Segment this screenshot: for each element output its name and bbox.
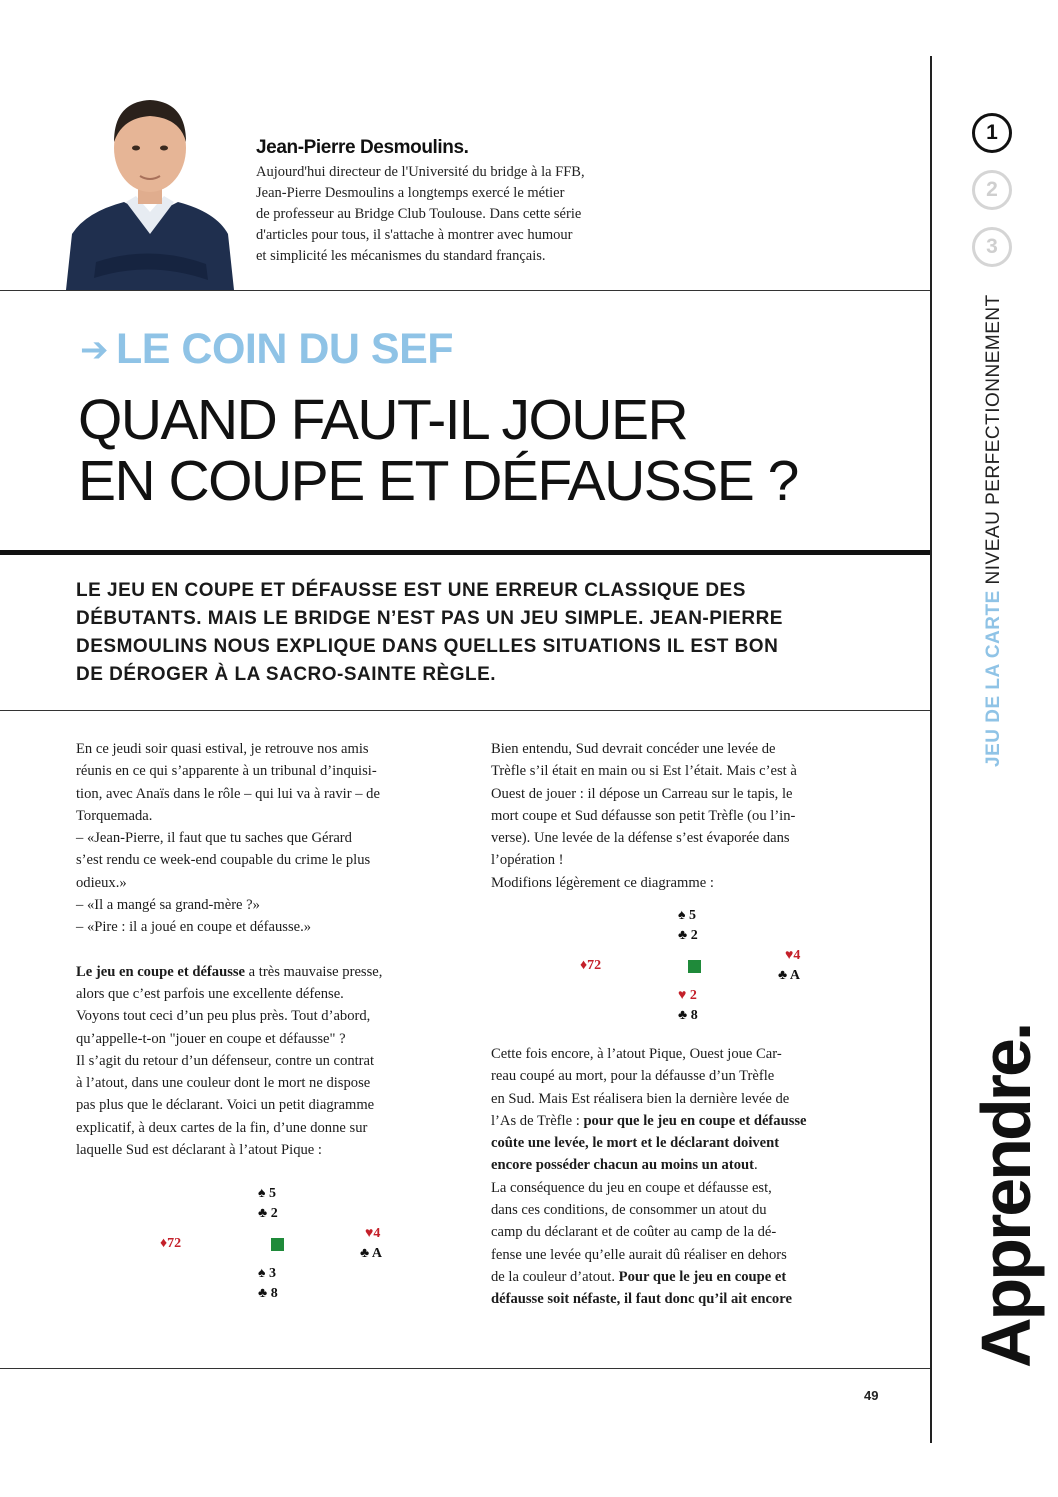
level-name: NIVEAU PERFECTIONNEMENT xyxy=(983,294,1004,591)
body-line: explicatif, à deux cartes de la fin, d’une donne sur xyxy=(76,1119,368,1136)
south-spade: ♠ 3 xyxy=(258,1266,276,1281)
table-marker xyxy=(688,960,701,973)
south-heart: ♥ 2 xyxy=(678,988,697,1003)
north-spade: ♠ 5 xyxy=(678,908,696,923)
body-line: qu’appelle-t-on "jouer en coupe et défausse" ? xyxy=(76,1030,346,1047)
body-line: La conséquence du jeu en coupe et défausse est, xyxy=(491,1179,772,1196)
level-1-badge: 1 xyxy=(972,113,1012,153)
body-line: de la couleur d’atout. Pour que le jeu en coupe et xyxy=(491,1268,787,1285)
level-3-badge: 3 xyxy=(972,227,1012,267)
body-line: l’As de Trèfle : pour que le jeu en coupe et défausse xyxy=(491,1112,807,1129)
east-club: ♣ A xyxy=(360,1246,383,1261)
body-line: Torquemada. xyxy=(76,807,153,824)
article-standfirst xyxy=(76,577,856,689)
standfirst-line: DESMOULINS NOUS EXPLIQUE DANS QUELLES SITUATIONS IL EST BON xyxy=(76,636,779,657)
body-line: odieux.» xyxy=(76,874,127,891)
body-line: Trèfle s’il était en main ou si Est l’était. Mais c’est à xyxy=(491,763,797,780)
body-line: fense une levée qu’elle aurait dû réaliser en dehors xyxy=(491,1246,787,1263)
body-line: Voyons tout ceci d’un peu plus près. Tout d’abord, xyxy=(76,1008,371,1025)
divider-thick xyxy=(0,550,931,555)
divider-top xyxy=(0,290,931,291)
category-label xyxy=(983,294,1005,767)
dialogue-line: – «Il a mangé sa grand-mère ?» xyxy=(76,897,260,914)
arrow-right-icon: ➔ xyxy=(80,330,108,369)
body-line: pas plus que le déclarant. Voici un petit diagramme xyxy=(76,1097,375,1114)
body-line: réunis en ce qui s’apparente à un tribunal d’inquisi- xyxy=(76,763,377,780)
dialogue-line: – «Pire : il a joué en coupe et défausse.» xyxy=(76,919,312,936)
body-line: défausse soit néfaste, il faut donc qu’il ait encore xyxy=(491,1291,792,1308)
card-diagram-2 xyxy=(570,908,830,1028)
section-kicker xyxy=(80,325,453,374)
body-line: en Sud. Mais Est réalisera bien la dernière levée de xyxy=(491,1090,790,1107)
body-line: verse). Une levée de la défense s’est évaporée dans xyxy=(491,830,790,847)
author-photo xyxy=(66,84,234,290)
body-line: alors que c’est parfois une excellente défense. xyxy=(76,985,344,1002)
body-line: encore posséder chacun au moins un atout. xyxy=(491,1157,758,1174)
body-line: dans ces conditions, de consommer un atout du xyxy=(491,1202,767,1219)
title-line: EN COUPE ET DÉFAUSSE ? xyxy=(78,449,798,513)
bold-term: Le jeu en coupe et défausse xyxy=(76,963,246,980)
north-club: ♣ 2 xyxy=(678,928,698,943)
body-column-left xyxy=(76,738,468,1161)
body-line: Modifions légèrement ce diagramme : xyxy=(491,874,714,891)
dialogue-line: – «Jean-Pierre, il faut que tu saches que Gérard xyxy=(76,830,352,847)
author-bio: Aujourd'hui directeur de l'Université du bridge à la FFB, Jean-Pierre Desmoulins a longtemps exercé le métier de professeur au Bridge Club Toulouse. Dans cette série d'articles pour tous, il s'attache à montrer avec humour et simplicité les mécanismes du standard français. xyxy=(256,164,585,264)
table-marker xyxy=(271,1238,284,1251)
card-diagram-1 xyxy=(150,1186,410,1306)
north-club: ♣ 2 xyxy=(258,1206,278,1221)
body-line: En ce jeudi soir quasi estival, je retrouve nos amis xyxy=(76,741,369,757)
title-line: QUAND FAUT-IL JOUER xyxy=(78,388,688,452)
author-name: Jean-Pierre Desmoulins. xyxy=(256,137,469,158)
body-line: l’opération ! xyxy=(491,852,564,869)
body-line: Il s’agit du retour d’un défenseur, contre un contrat xyxy=(76,1052,375,1069)
divider-footer xyxy=(0,1368,931,1369)
south-club: ♣ 8 xyxy=(258,1286,278,1301)
body-line: Ouest de jouer : il dépose un Carreau sur le tapis, le xyxy=(491,785,793,802)
body-column-right-cont xyxy=(491,1043,883,1311)
body-line: s’est rendu ce week-end coupable du crime le plus xyxy=(76,852,371,869)
east-heart: ♥4 xyxy=(785,948,801,963)
standfirst-line: DE DÉROGER À LA SACRO-SAINTE RÈGLE. xyxy=(76,664,497,685)
east-heart: ♥4 xyxy=(365,1226,381,1241)
divider-body xyxy=(0,710,931,711)
level-2-badge: 2 xyxy=(972,170,1012,210)
body-line: laquelle Sud est déclarant à l’atout Pique : xyxy=(76,1142,322,1159)
standfirst-line: LE JEU EN COUPE ET DÉFAUSSE EST UNE ERREUR CLASSIQUE DES xyxy=(76,580,746,601)
north-spade: ♠ 5 xyxy=(258,1186,276,1201)
body-line: tion, avec Anaïs dans le rôle – qui lui va à ravir – de xyxy=(76,785,380,802)
south-club: ♣ 8 xyxy=(678,1008,698,1023)
page-number: 49 xyxy=(864,1388,879,1403)
west-diamonds: ♦72 xyxy=(160,1236,182,1251)
body-line: reau coupé au mort, pour la défausse d’un Trèfle xyxy=(491,1068,775,1085)
body-line: mort coupe et Sud défausse son petit Trèfle (ou l’in- xyxy=(491,807,796,824)
body-line: Le jeu en coupe et défausse a très mauvaise presse, xyxy=(76,963,383,980)
sidebar-rule xyxy=(930,56,932,1443)
standfirst-line: DÉBUTANTS. MAIS LE BRIDGE N’EST PAS UN JEU SIMPLE. JEAN-PIERRE xyxy=(76,608,783,629)
west-diamonds: ♦72 xyxy=(580,958,602,973)
east-club: ♣ A xyxy=(778,968,801,983)
body-line: Bien entendu, Sud devrait concéder une levée de xyxy=(491,741,776,757)
body-line: coûte une levée, le mort et le déclarant doivent xyxy=(491,1135,780,1152)
category-name: JEU DE LA CARTE xyxy=(983,590,1004,767)
kicker-text: LE COIN DU SEF xyxy=(116,325,454,373)
body-line: Cette fois encore, à l’atout Pique, Ouest joue Car- xyxy=(491,1046,782,1062)
article-title xyxy=(78,390,918,512)
body-column-right xyxy=(491,738,883,894)
body-line: camp du déclarant et de coûter au camp de la dé- xyxy=(491,1224,777,1241)
body-line: à l’atout, dans une couleur dont le mort ne dispose xyxy=(76,1075,371,1092)
section-label: Apprendre. xyxy=(967,1024,1045,1368)
